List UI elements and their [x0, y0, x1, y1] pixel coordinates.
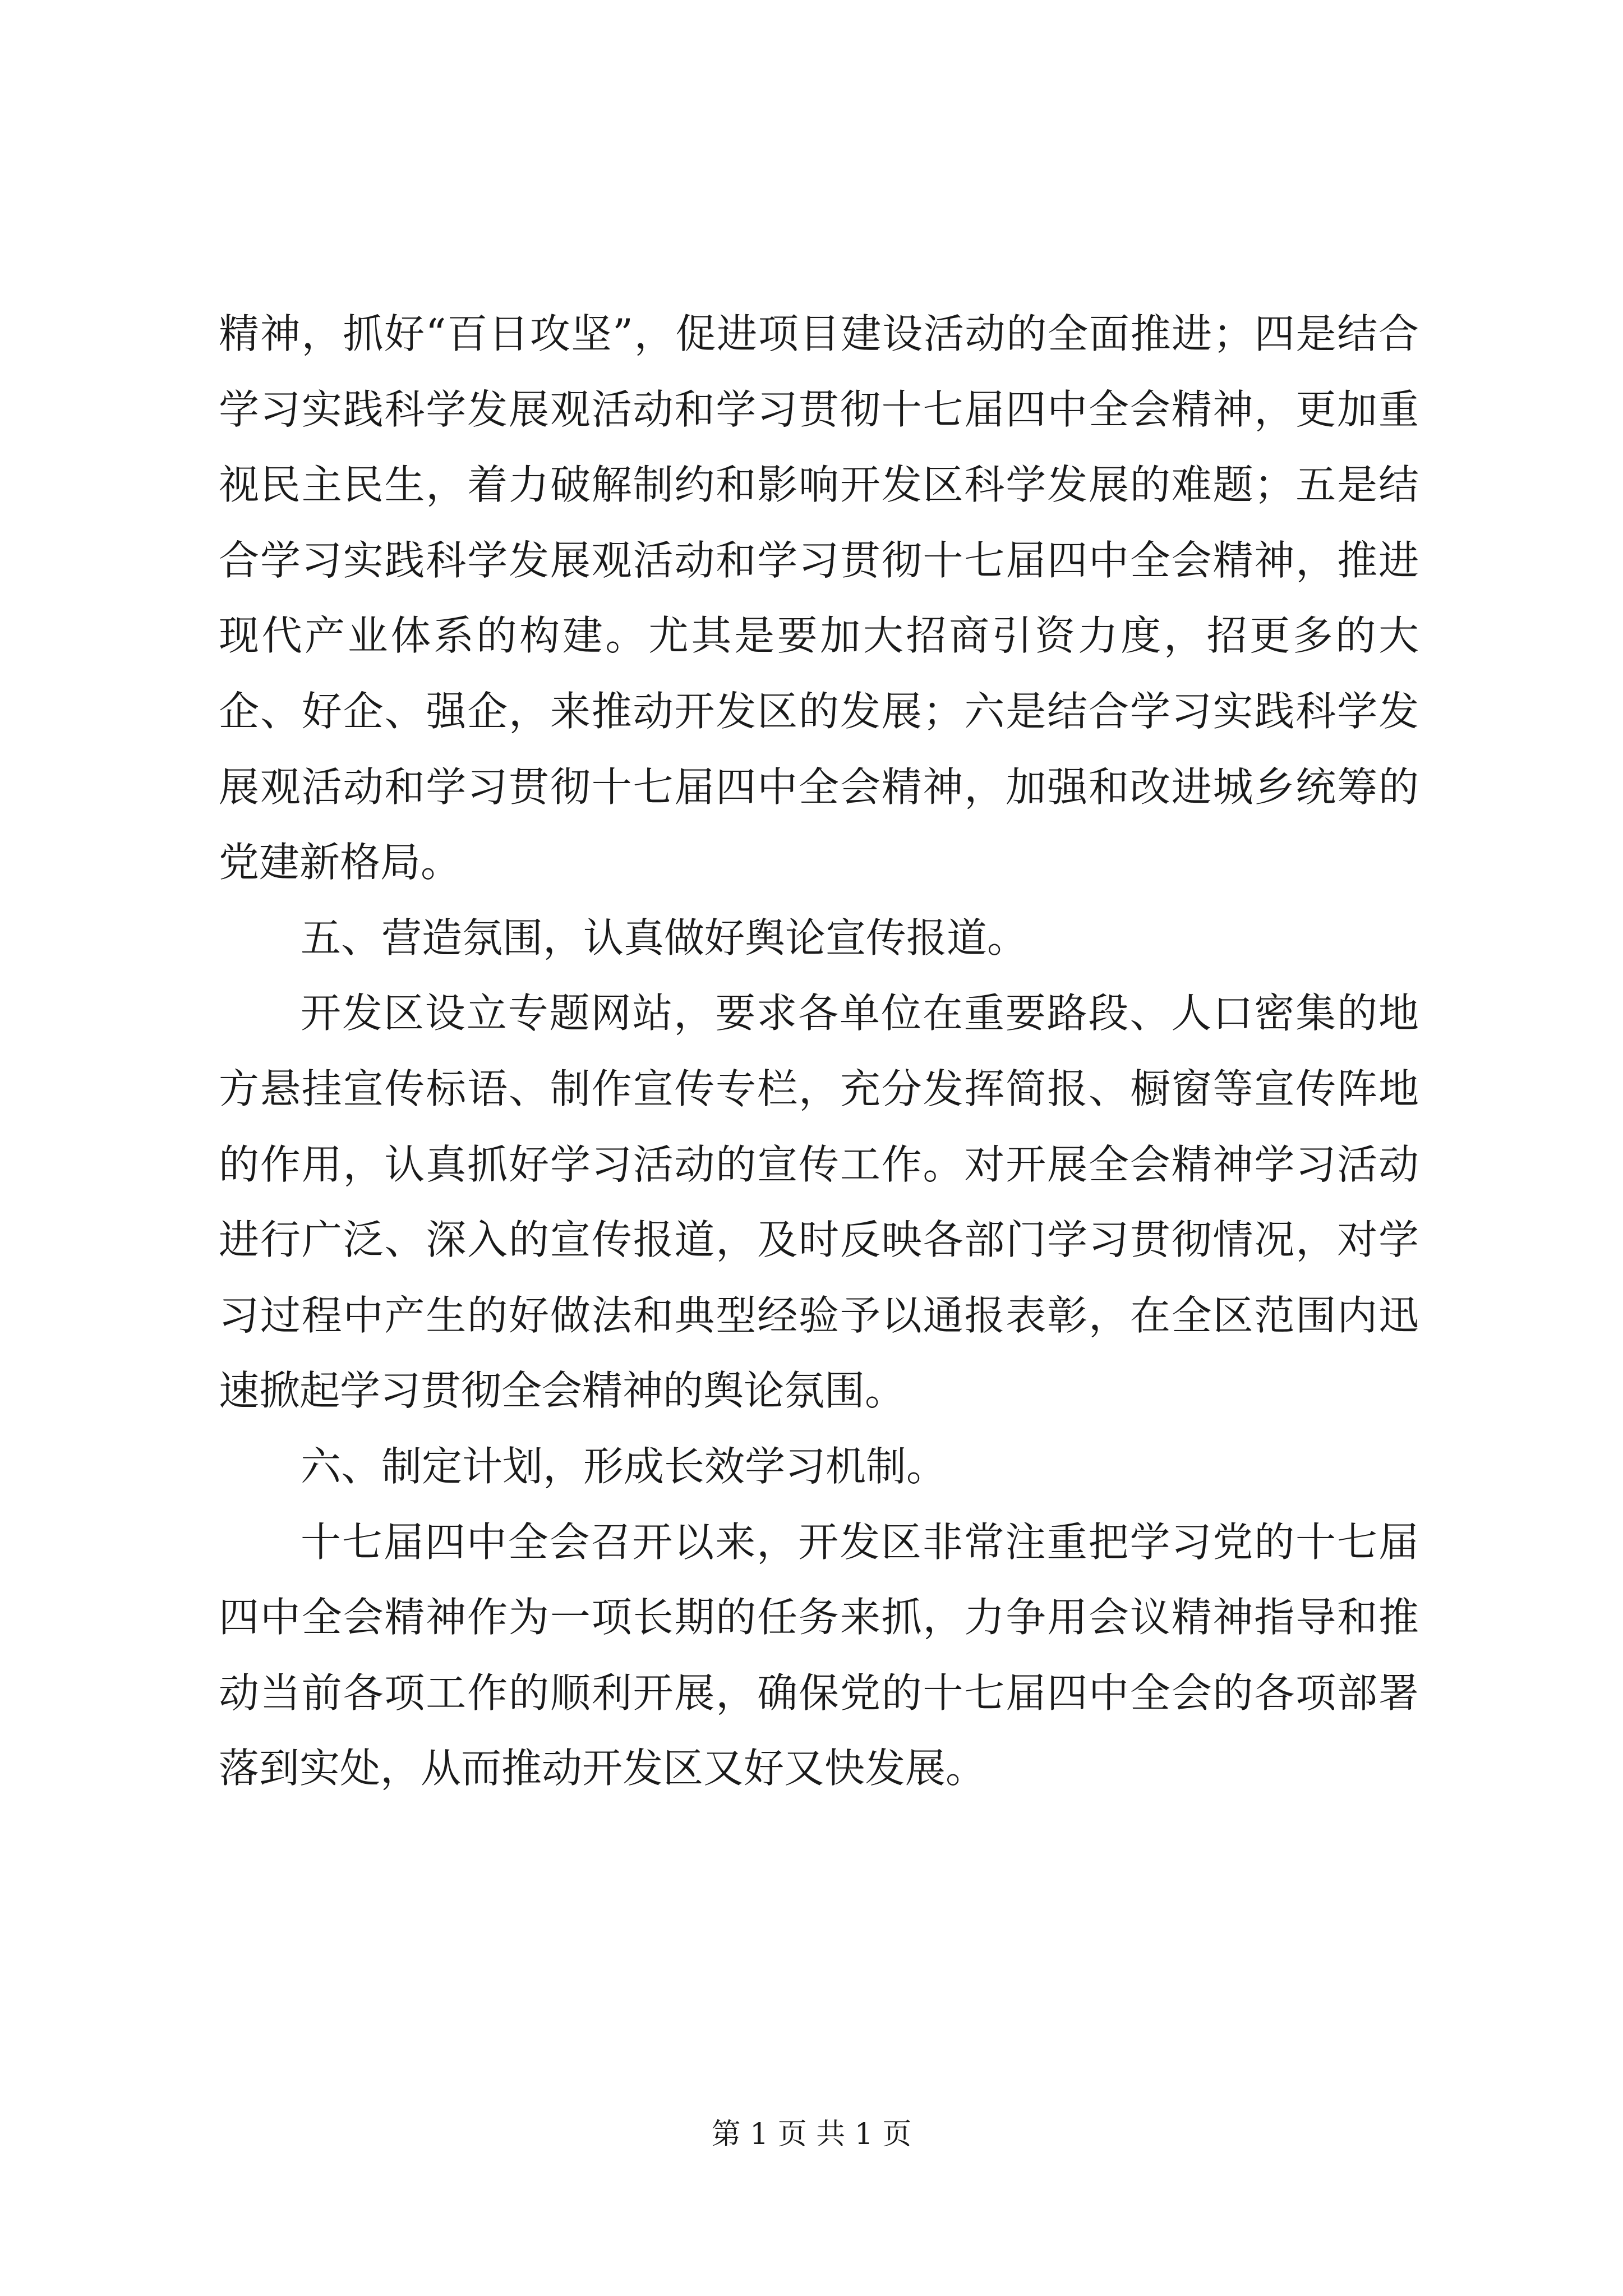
section-heading-five: 五、营造氛围，认真做好舆论宣传报道。 — [301, 914, 1028, 961]
paragraph-publicity: 开发区设立专题网站，要求各单位在重要路段、人口密集的地方悬挂宣传标语、制作宣传专栏，充分发挥简报、橱窗等宣传阵地的作用，认真抓好学习活动的宣传工作。对开展全会精神学习活动进行广泛、深入的宣传报道，及时反映各部门学习贯彻情况，对学习过程中产生的好做法和典型经验予以通报表彰，在全区范围内迅速掀起学习贯彻全会精神的舆论氛围。 — [219, 990, 1419, 1415]
paragraph-continuation: 精神，抓好“百日攻坚”，促进项目建设活动的全面推进；四是结合学习实践科学发展观活动和学习贯彻十七届四中全会精神，更加重视民主民生，着力破解制约和影响开发区科学发展的难题；五是结合学习实践科学发展观活动和学习贯彻十七届四中全会精神，推进现代产业体系的构建。尤其是要加大招商引资力度，招更多的大企、好企、强企，来推动开发区的发展；六是结合学习实践科学发展观活动和学习贯彻十七届四中全会精神，加强和改进城乡统筹的党建新格局。 — [219, 310, 1419, 886]
page-footer: 第 1 页 共 1 页 — [711, 2118, 912, 2151]
paragraph-long-term-mechanism: 十七届四中全会召开以来，开发区非常注重把学习党的十七届四中全会精神作为一项长期的任务来抓，力争用会议精神指导和推动当前各项工作的顺利开展，确保党的十七届四中全会的各项部署落到实处，从而推动开发区又好又快发展。 — [219, 1518, 1419, 1792]
section-heading-six: 六、制定计划，形成长效学习机制。 — [301, 1442, 947, 1490]
document-body — [219, 296, 1419, 1806]
